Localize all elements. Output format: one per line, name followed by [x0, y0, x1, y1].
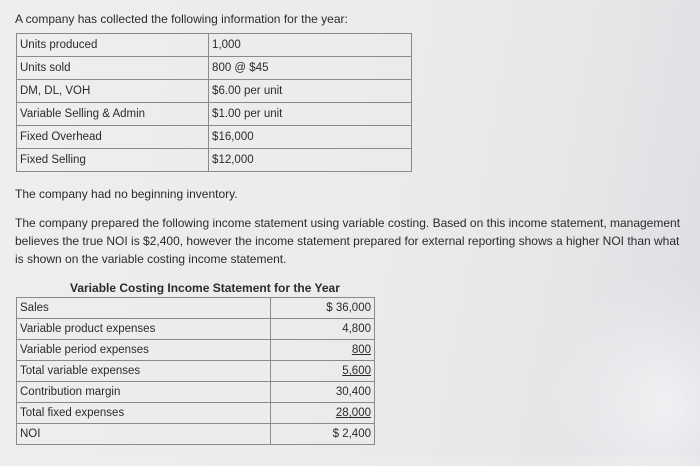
statement-value — [271, 403, 375, 424]
info-label: Variable Selling & Admin — [17, 103, 209, 126]
statement-value: $ 36,000 — [271, 298, 375, 319]
info-label: Fixed Selling — [17, 149, 209, 172]
paragraph-line-2: believes the true NOI is $2,400, however the income statement prepared for external reporting shows a higher NOI than what — [15, 234, 680, 248]
table-row — [17, 80, 412, 103]
table-row — [17, 340, 375, 361]
statement-title: Variable Costing Income Statement for the Year — [70, 281, 340, 295]
info-table — [16, 33, 412, 172]
statement-label: Variable period expenses — [17, 340, 271, 361]
table-row — [17, 149, 412, 172]
info-label: Units sold — [17, 57, 209, 80]
paragraph-line-3: is shown on the variable costing income statement. — [15, 252, 287, 266]
info-label: Fixed Overhead — [17, 126, 209, 149]
intro-text: A company has collected the following information for the year: — [15, 12, 348, 26]
info-value: $1.00 per unit — [209, 103, 412, 126]
info-value: $6.00 per unit — [209, 80, 412, 103]
table-row — [17, 34, 412, 57]
statement-label: Sales — [17, 298, 271, 319]
table-row — [17, 57, 412, 80]
table-row — [17, 361, 375, 382]
statement-label: Total fixed expenses — [17, 403, 271, 424]
statement-label: Variable product expenses — [17, 319, 271, 340]
statement-value: 4,800 — [271, 319, 375, 340]
info-value: $16,000 — [209, 126, 412, 149]
statement-value-text: 800 — [351, 344, 371, 356]
table-row — [17, 403, 375, 424]
table-row — [17, 382, 375, 403]
table-row — [17, 424, 375, 445]
statement-value-text: 5,600 — [342, 365, 371, 377]
table-row — [17, 103, 412, 126]
statement-value-text: 28,000 — [335, 407, 371, 419]
statement-label: Contribution margin — [17, 382, 271, 403]
statement-label: Total variable expenses — [17, 361, 271, 382]
table-row — [17, 319, 375, 340]
income-statement-table — [16, 297, 375, 445]
table-row — [17, 298, 375, 319]
no-inventory-text: The company had no beginning inventory. — [15, 187, 238, 201]
statement-label: NOI — [17, 424, 271, 445]
info-value: 800 @ $45 — [209, 57, 412, 80]
info-label: DM, DL, VOH — [17, 80, 209, 103]
paragraph-line-1: The company prepared the following income statement using variable costing. Based on this income statement, management — [15, 216, 681, 230]
info-label: Units produced — [17, 34, 209, 57]
statement-value: $ 2,400 — [271, 424, 375, 445]
table-row — [17, 126, 412, 149]
statement-value — [271, 361, 375, 382]
statement-value — [271, 340, 375, 361]
info-value: $12,000 — [209, 149, 412, 172]
statement-value: 30,400 — [271, 382, 375, 403]
info-value: 1,000 — [209, 34, 412, 57]
light-glare — [540, 266, 700, 466]
